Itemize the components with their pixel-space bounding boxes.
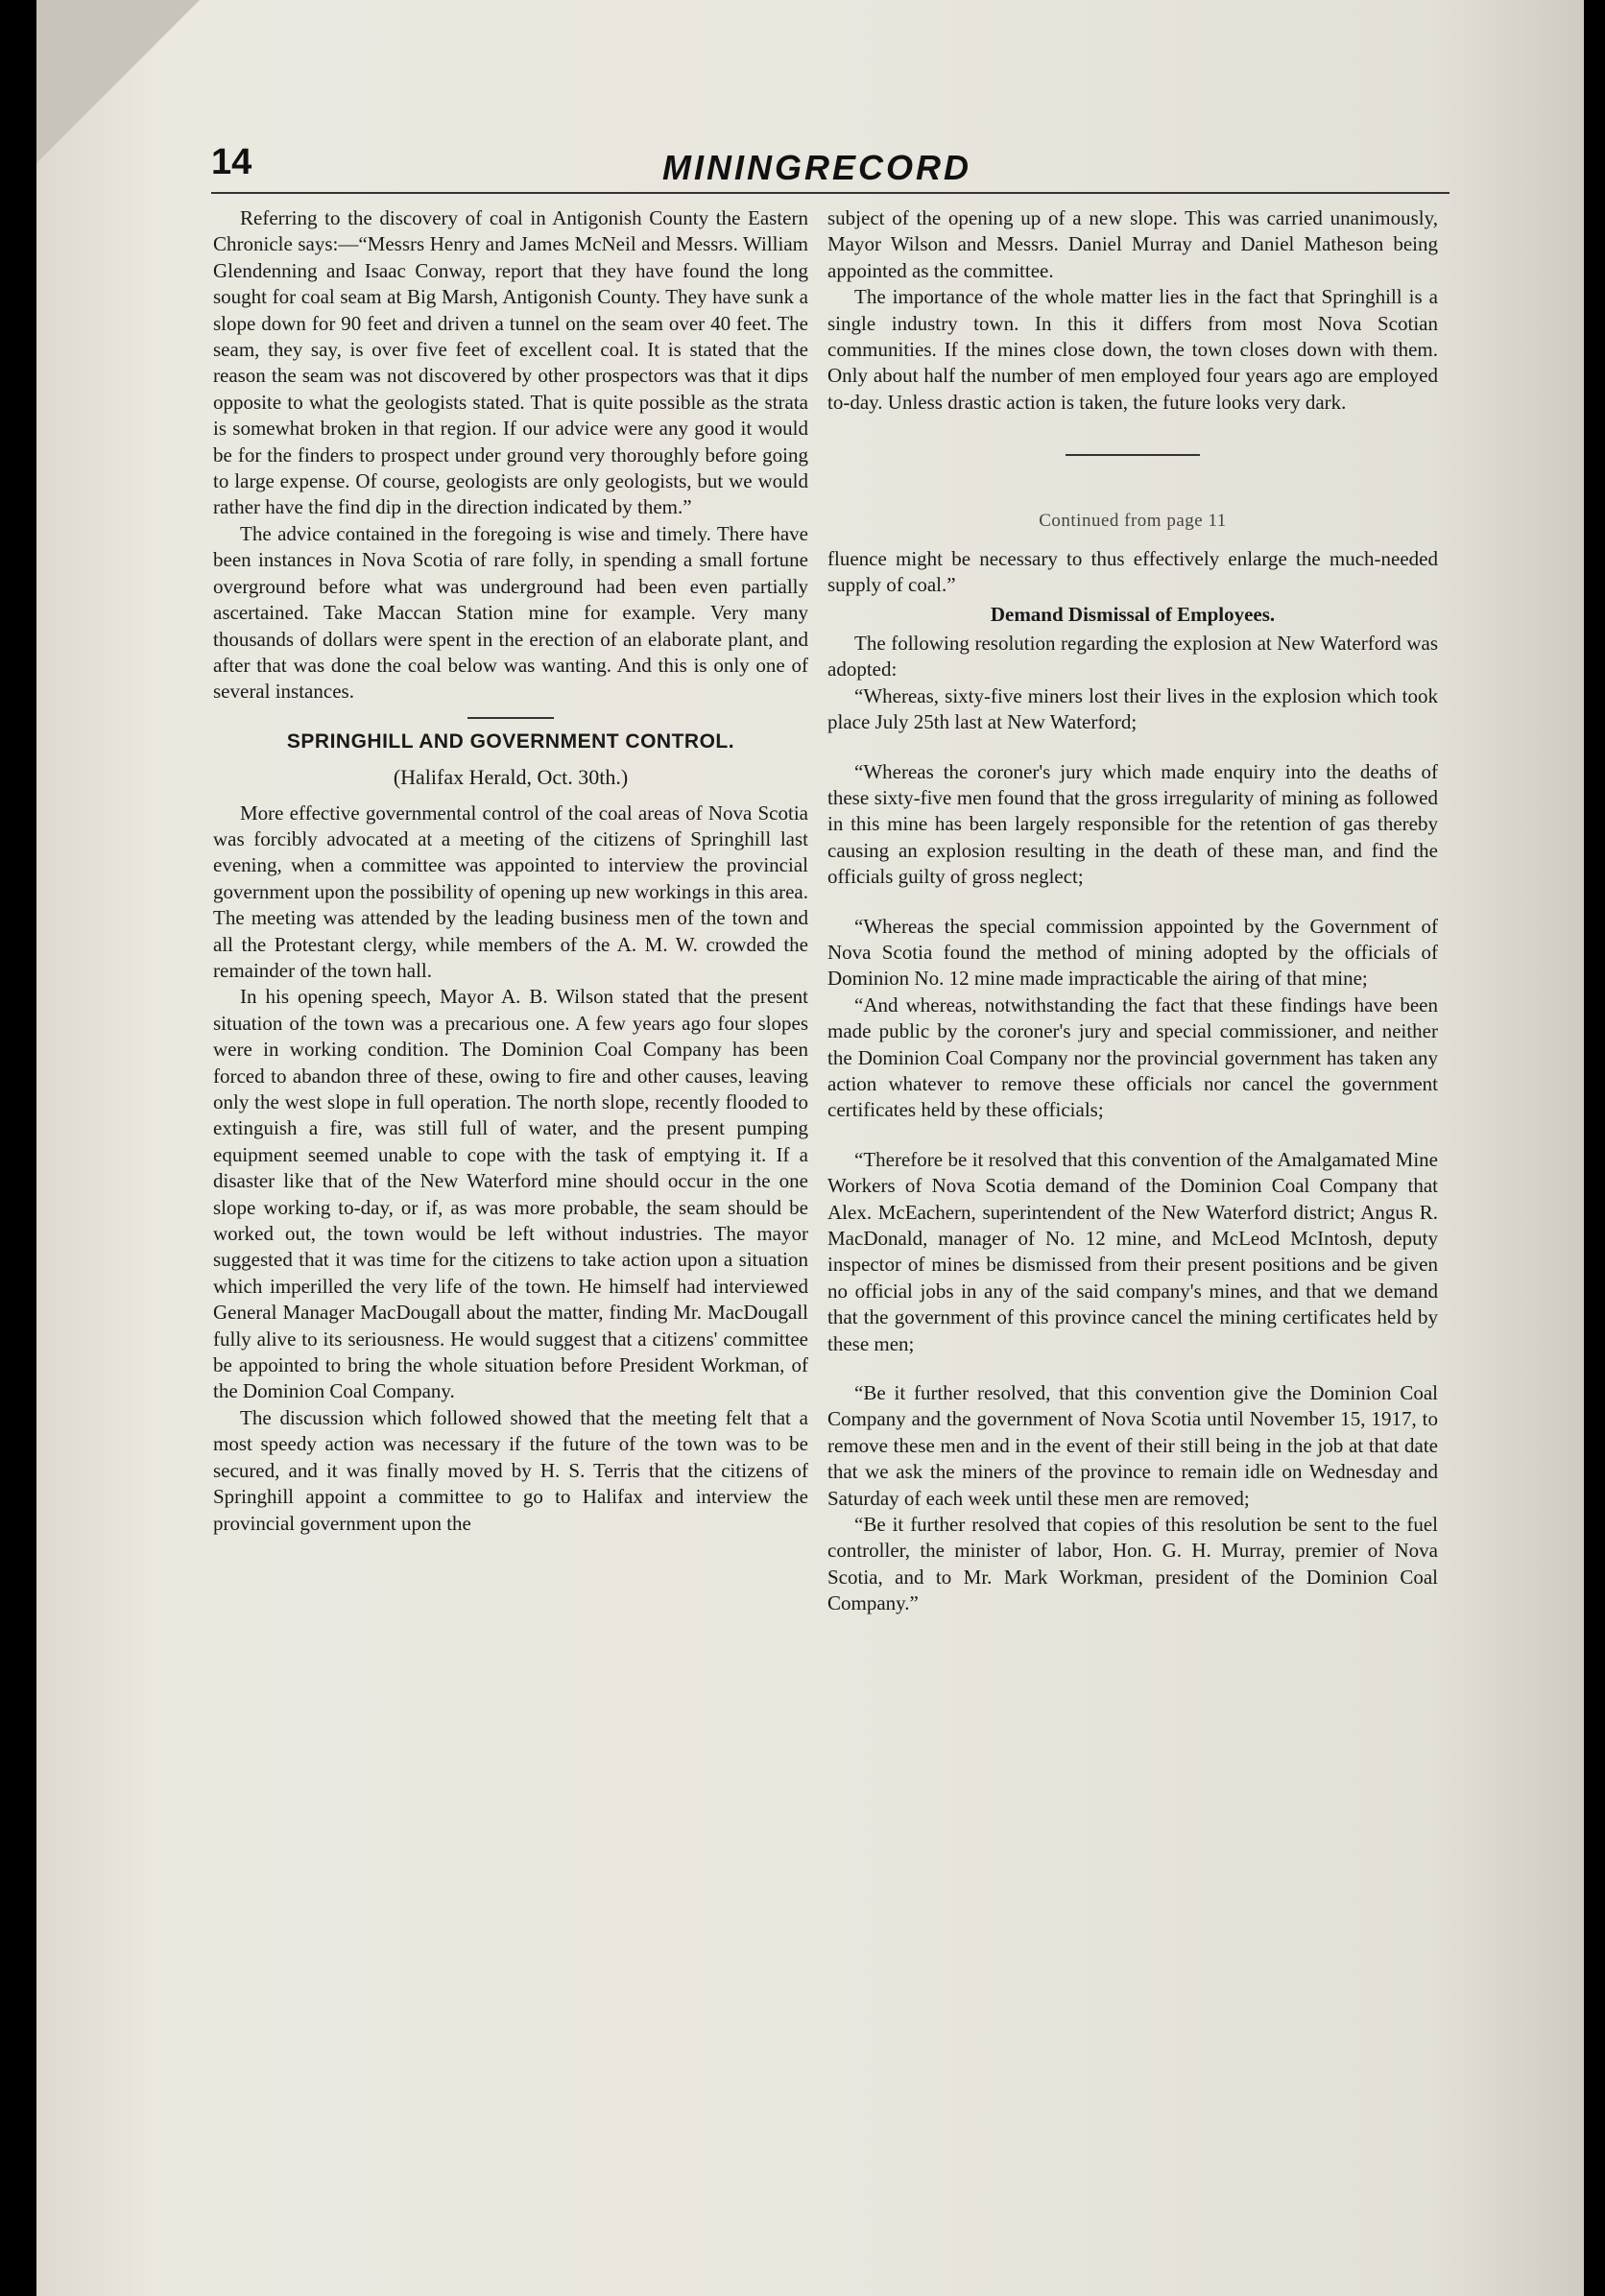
article-paragraph: subject of the opening up of a new slope. This was carried unanimously, Mayor Wilson and Messrs. Daniel Murray and Daniel Matheson being appointed as the committee.: [827, 206, 1438, 282]
scan-border-left: [0, 0, 36, 2296]
article-paragraph: More effective governmental control of the coal areas of Nova Scotia was forcibly advocated at a meeting of the citizens of Springhill last evening, when a committee was appointed to interview the provincial government upon the possibility of opening up new workings in this area. The meeting was attended by the leading business men of the town and all the Protestant clergy, while members of the A. M. W. crowded the remainder of the town hall.: [213, 801, 808, 982]
continued-note: Continued from page 11: [1039, 511, 1227, 532]
scan-border-right: [1584, 0, 1605, 2296]
right-column: [827, 205, 1438, 1617]
resolution-paragraph: “Whereas the coroner's jury which made enquiry into the deaths of these sixty-five men found that the gross irregularity of mining as followed in this mine has been largely responsible for the retention of gas thereby causing an explosion resulting in the death of these man, and find the officials guilty of gross neglect;: [827, 759, 1438, 889]
resolution-paragraph: “Whereas the special commission appointed by the Government of Nova Scotia found the method of mining adopted by the officials of Dominion No. 12 mine made impracticable the airing of that mine;: [827, 914, 1438, 991]
resolution-paragraph: “Be it further resolved that copies of this resolution be sent to the fuel controller, the minister of labor, Hon. G. H. Murray, premier of Nova Scotia, and to Mr. Mark Workman, president of the Dominion Coal Company.”: [827, 1513, 1438, 1615]
article-paragraph: The advice contained in the foregoing is wise and timely. There have been instances in Nova Scotia of rare folly, in spending a small fortune overground before what was underground had been even partially ascertained. Take Maccan Station mine for example. Very many thousands of dollars were spent in the erection of an elaborate plant, and after that was done the coal below was wanting. And this is only one of several instances.: [213, 521, 808, 704]
page-number: 14: [211, 142, 252, 182]
left-column: [213, 205, 808, 1537]
section-divider: [467, 717, 554, 719]
resolution-paragraph: “Therefore be it resolved that this convention of the Amalgamated Mine Workers of Nova Scotia demand of the Dominion Coal Company that Alex. McEachern, superintendent of the New Waterford district; Angus R. MacDonald, manager of No. 12 mine, and McLeod McIntosh, deputy inspector of mines be dismissed from their present positions and be given no official jobs in any of the said company's mines, and that we demand that the government of this province cancel the mining certificates held by these men;: [827, 1147, 1438, 1355]
article-paragraph: In his opening speech, Mayor A. B. Wilson stated that the present situation of the town was a precarious one. A few years ago four slopes were in working condition. The Dominion Coal Company has been forced to abandon three of these, owing to fire and other causes, leaving only the west slope in full operation. The north slope, recently flooded to extinguish a fire, was still full of water, and the present pumping equipment seemed unable to cope with the task of emptying it. If a disaster like that of the New Waterford mine should occur in the one slope working to-day, or if, as was more probable, the seam should be worked out, the town would be left without industries. The mayor suggested that it was time for the citizens to take action upon a situation which imperilled the very life of the town. He himself had interviewed General Manager MacDougall about the matter, finding Mr. MacDougall fully alive to its seriousness. He would suggest that a citizens' committee be appointed to bring the whole situation before President Workman, of the Dominion Coal Company.: [213, 985, 808, 1403]
article-paragraph: The following resolution regarding the explosion at New Waterford was adopted:: [827, 631, 1438, 682]
page-header: [211, 142, 1449, 200]
article-paragraph: The discussion which followed showed that the meeting felt that a most speedy action was necessary if the future of the town was to be secured, and it was finally moved by H. S. Terris that the citizens of Springhill appoint a committee to go to Halifax and interview the provincial government upon the: [213, 1405, 808, 1535]
header-rule: [211, 192, 1449, 194]
resolution-paragraph: “And whereas, notwithstanding the fact that these findings have been made public by the coroner's jury and special commissioner, and neither the Dominion Coal Company nor the provincial government has taken any action whatever to remove these officials nor cancel the government certificates held by these officials;: [827, 993, 1438, 1122]
folded-corner: [36, 0, 200, 163]
article-heading: SPRINGHILL AND GOVERNMENT CONTROL.: [286, 729, 735, 753]
resolution-paragraph: “Be it further resolved, that this convention give the Dominion Coal Company and the government of Nova Scotia until November 15, 1917, to remove these men and in the event of their still being in the job at that date that we ask the miners of the province to remain idle on Wednesday and Saturday of each week until these men are removed;: [827, 1381, 1438, 1510]
article-subheading: Demand Dismissal of Employees.: [990, 603, 1276, 627]
masthead-title: MININGRECORD: [662, 148, 971, 187]
article-byline: (Halifax Herald, Oct. 30th.): [393, 765, 629, 790]
article-paragraph: Referring to the discovery of coal in Antigonish County the Eastern Chronicle says:—“Messrs Henry and James McNeil and Messrs. William Glendenning and Isaac Conway, report that they have found the long sought for coal seam at Big Marsh, Antigonish County. They have sunk a slope down for 90 feet and driven a tunnel on the seam over 40 feet. The seam, they say, is over five feet of excellent coal. It is stated that the reason the seam was not discovered by other prospectors was that it dips opposite to what the geologists stated. That is quite possible as the strata is somewhat broken in that region. If our advice were any good it would be for the finders to prospect under ground very thoroughly before going to large expense. Of course, geologists are only geologists, but we would rather have the find dip in the direction indicated by them.”: [213, 206, 808, 519]
article-paragraph: The importance of the whole matter lies in the fact that Springhill is a single industry town. In this it differs from most Nova Scotian communities. If the mines close down, the town closes down with them. Only about half the number of men employed four years ago are employed to-day. Unless drastic action is taken, the future looks very dark.: [827, 285, 1438, 414]
resolution-paragraph: “Whereas, sixty-five miners lost their lives in the explosion which took place July 25th last at New Waterford;: [827, 683, 1438, 734]
article-paragraph: fluence might be necessary to thus effectively enlarge the much-needed supply of coal.”: [827, 546, 1438, 597]
section-divider: [1066, 454, 1200, 456]
